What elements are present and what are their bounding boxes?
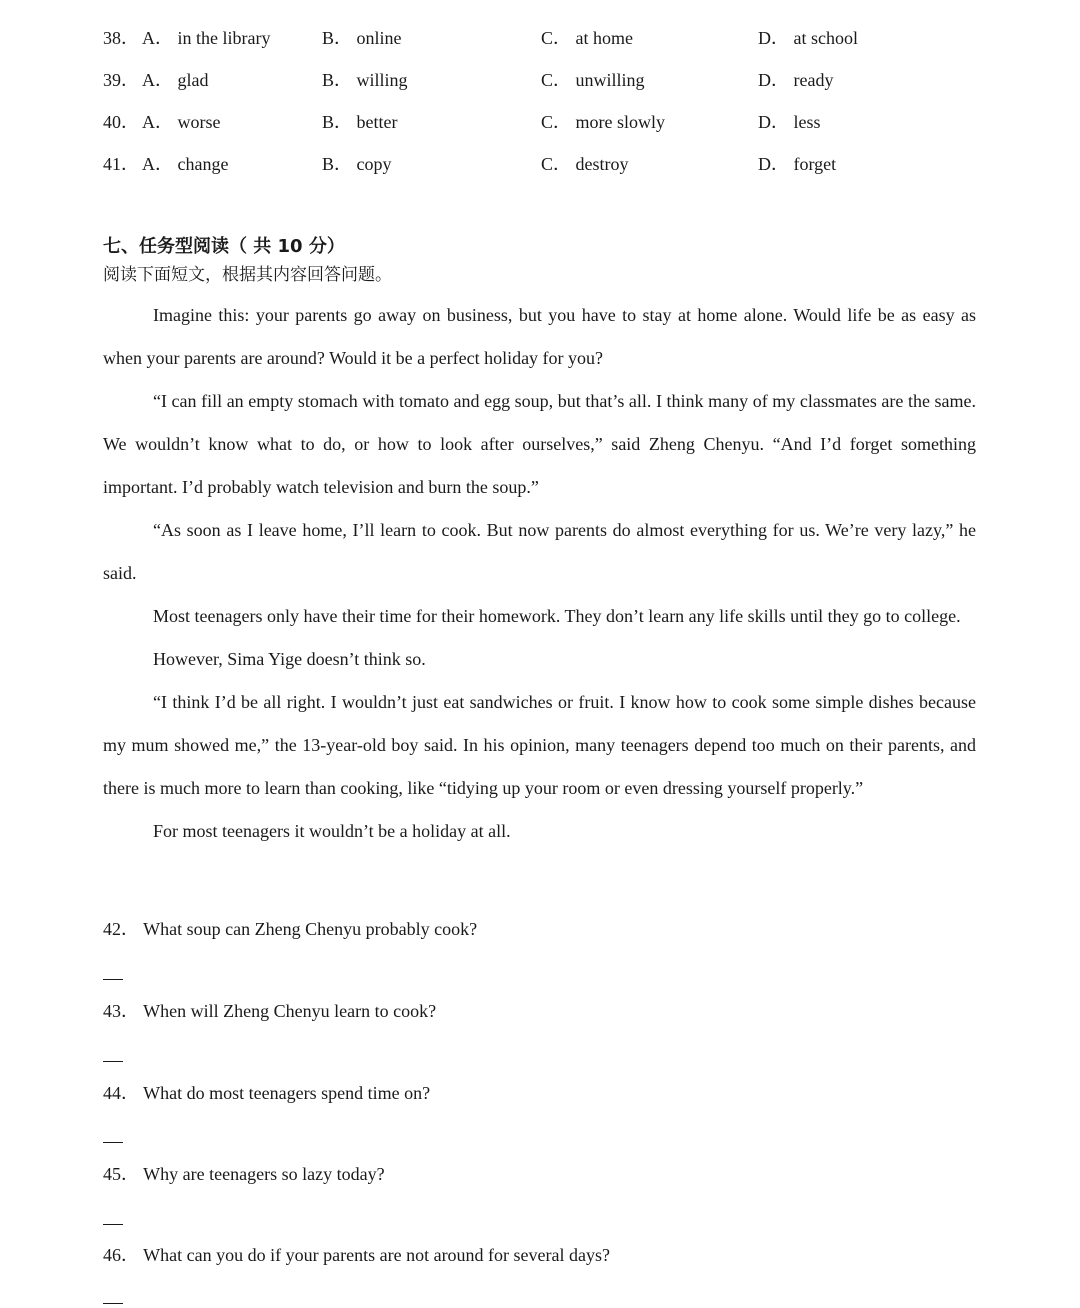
reading-passage xyxy=(103,294,976,853)
option-a: A． glad xyxy=(142,70,209,90)
question-number: 39． xyxy=(103,70,139,90)
passage-paragraph: For most teenagers it wouldn’t be a holiday at all. xyxy=(153,821,511,841)
question-number: 40． xyxy=(103,112,139,132)
option-c: C． at home xyxy=(541,28,633,48)
question-44: 44． What do most teenagers spend time on? xyxy=(103,1083,431,1103)
passage-paragraph: “I think I’d be all right. I wouldn’t just eat sandwiches or fruit. I know how to cook some simple dishes because my mum showed me,” the 13-year-old boy said. In his opinion, many teenagers depend too much on their parents, and there is much more to learn than cooking, like “tidying up your room or even dressing yourself properly.” xyxy=(103,692,976,798)
option-a: A． worse xyxy=(142,112,221,132)
option-d: D． forget xyxy=(758,154,837,174)
question-43: 43． When will Zheng Chenyu learn to cook? xyxy=(103,1001,437,1021)
option-b: B． copy xyxy=(322,154,392,174)
option-d: D． at school xyxy=(758,28,858,48)
answer-blank-42[interactable] xyxy=(103,979,123,980)
question-41-options xyxy=(0,149,1080,179)
passage-paragraph: “As soon as I leave home, I’ll learn to cook. But now parents do almost everything for us. We’re very lazy,” he said. xyxy=(103,520,976,583)
question-42: 42． What soup can Zheng Chenyu probably cook? xyxy=(103,919,478,939)
answer-blank-46[interactable] xyxy=(103,1303,123,1304)
question-number: 38． xyxy=(103,28,139,48)
section-title: 七、任务型阅读（ 共 10 分） xyxy=(103,236,345,257)
option-b: B． better xyxy=(322,112,398,132)
passage-paragraph: Most teenagers only have their time for their homework. They don’t learn any life skills until they go to college. xyxy=(153,606,961,626)
passage-paragraph: “I can fill an empty stomach with tomato and egg soup, but that’s all. I think many of my classmates are the same. We wouldn’t know what to do, or how to look after ourselves,” said Zheng Chenyu. “And I’d forget something important. I’d probably watch television and burn the soup.” xyxy=(103,391,976,497)
option-c: C． more slowly xyxy=(541,112,665,132)
option-a: A． change xyxy=(142,154,229,174)
section-instruction: 阅读下面短文，根据其内容回答问题。 xyxy=(103,265,392,285)
answer-blank-43[interactable] xyxy=(103,1061,123,1062)
question-38-options xyxy=(0,23,1080,53)
question-39-options xyxy=(0,65,1080,95)
option-a: A． in the library xyxy=(142,28,271,48)
option-b: B． willing xyxy=(322,70,408,90)
answer-blank-44[interactable] xyxy=(103,1142,123,1143)
answer-blank-45[interactable] xyxy=(103,1224,123,1225)
question-45: 45． Why are teenagers so lazy today? xyxy=(103,1164,385,1184)
option-c: C． destroy xyxy=(541,154,629,174)
option-b: B． online xyxy=(322,28,402,48)
question-40-options xyxy=(0,107,1080,137)
question-46: 46． What can you do if your parents are not around for several days? xyxy=(103,1245,610,1265)
option-d: D． ready xyxy=(758,70,834,90)
option-c: C． unwilling xyxy=(541,70,645,90)
passage-paragraph: Imagine this: your parents go away on business, but you have to stay at home alone. Would life be as easy as when your parents are around? Would it be a perfect holiday for you? xyxy=(103,305,976,368)
option-d: D． less xyxy=(758,112,821,132)
question-number: 41． xyxy=(103,154,139,174)
passage-paragraph: However, Sima Yige doesn’t think so. xyxy=(153,649,426,669)
